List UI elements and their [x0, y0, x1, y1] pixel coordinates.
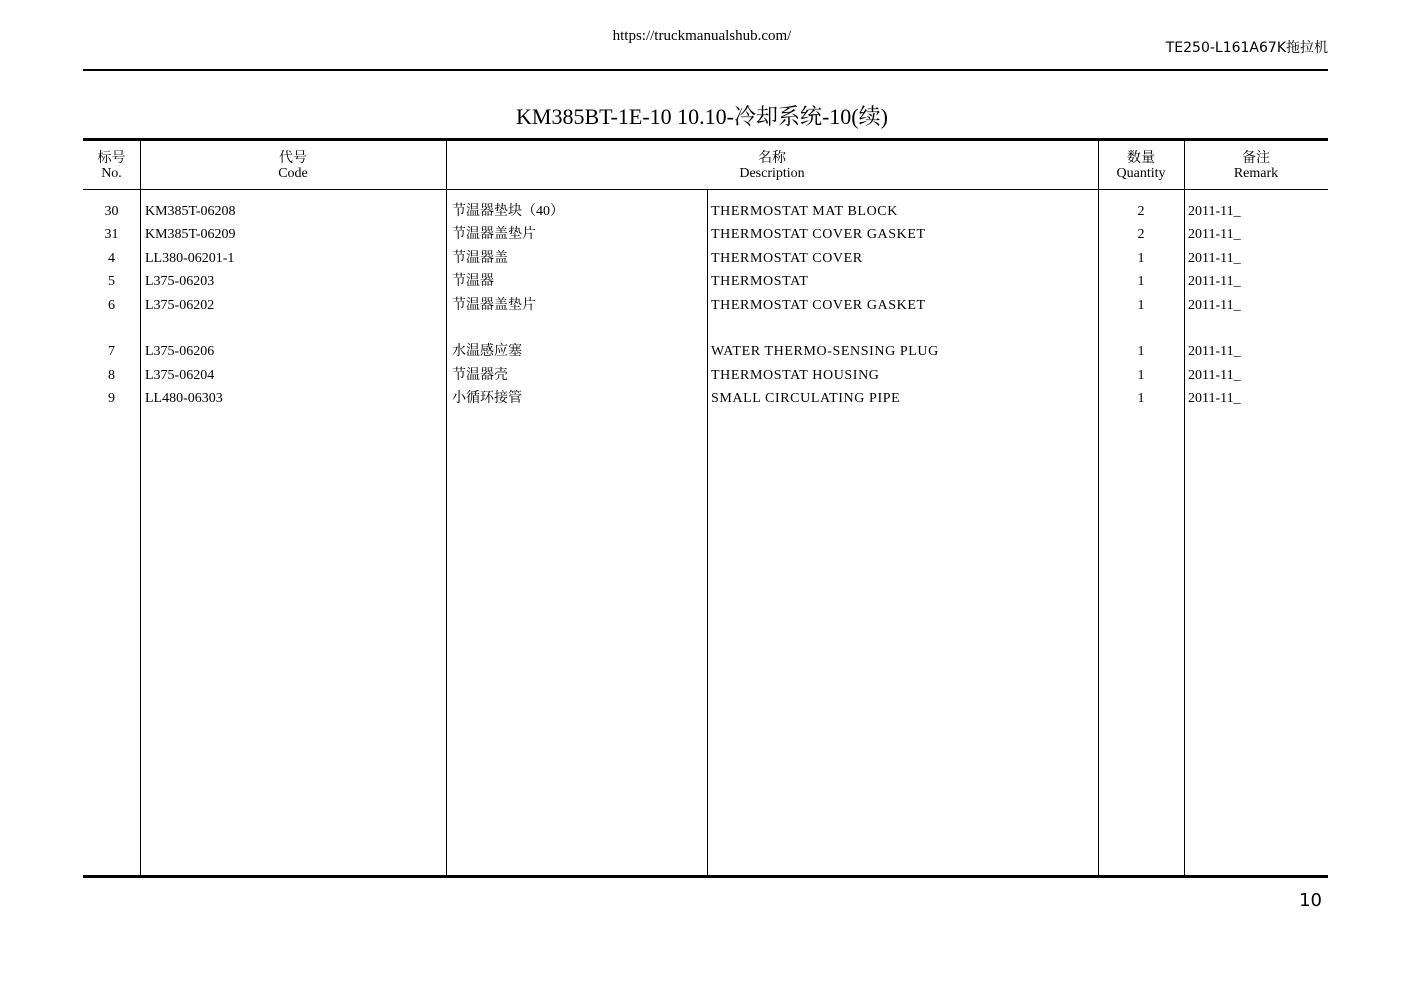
cell-quantity: 1	[1137, 391, 1145, 407]
cell-description-cn: 节温器垫块（40）	[452, 204, 564, 219]
table-row	[83, 343, 1328, 366]
table-row	[83, 390, 1328, 413]
cell-description-en: THERMOSTAT COVER GASKET	[711, 297, 926, 313]
cell-no: 6	[108, 297, 115, 313]
column-header-cn: 备注	[1242, 151, 1270, 166]
cell-code: LL380-06201-1	[145, 250, 235, 266]
cell-quantity: 1	[1137, 250, 1145, 266]
column-header-cn: 标号	[97, 151, 126, 166]
cell-code: KM385T-06209	[145, 227, 236, 243]
cell-quantity: 1	[1137, 344, 1145, 360]
cell-quantity: 1	[1137, 274, 1145, 290]
table-spacer-row	[83, 320, 1328, 343]
cell-quantity: 2	[1137, 227, 1145, 243]
cell-remark: 2011-11_	[1188, 250, 1241, 266]
cell-no: 8	[108, 367, 115, 383]
cell-description-en: THERMOSTAT	[711, 274, 809, 290]
cell-code: L375-06203	[145, 274, 215, 290]
cell-remark: 2011-11_	[1188, 367, 1241, 383]
column-header-cn: 数量	[1127, 151, 1155, 166]
column-header-cn: 名称	[758, 151, 786, 166]
table-row	[83, 203, 1328, 226]
cell-no: 4	[108, 250, 115, 266]
cell-description-en: THERMOSTAT MAT BLOCK	[711, 204, 898, 219]
table-row	[83, 367, 1328, 390]
column-header-en: Remark	[1233, 166, 1279, 181]
cell-no: 7	[108, 344, 115, 360]
cell-remark: 2011-11_	[1188, 227, 1241, 243]
cell-remark: 2011-11_	[1188, 274, 1241, 290]
cell-description-cn: 节温器盖垫片	[452, 297, 536, 313]
document-id: TE250-L161A67K拖拉机	[1165, 40, 1328, 56]
cell-no: 5	[108, 274, 115, 290]
cell-code: LL480-06303	[145, 391, 223, 407]
cell-quantity: 1	[1137, 367, 1145, 383]
cell-quantity: 1	[1137, 297, 1145, 313]
cell-description-en: WATER THERMO-SENSING PLUG	[711, 344, 939, 360]
column-header-description	[446, 151, 1098, 181]
column-header-remark	[1184, 151, 1328, 181]
column-header-cn: 代号	[279, 151, 307, 166]
cell-remark: 2011-11_	[1188, 204, 1241, 219]
table-row	[83, 297, 1328, 320]
cell-description-cn: 节温器盖垫片	[452, 227, 536, 243]
cell-description-cn: 节温器盖	[452, 250, 508, 266]
column-header-en: Description	[739, 166, 805, 181]
cell-code: L375-06204	[145, 367, 215, 383]
parts-table	[83, 138, 1328, 878]
cell-code: KM385T-06208	[145, 204, 236, 219]
column-header-quantity	[1098, 151, 1184, 181]
cell-code: L375-06202	[145, 297, 215, 313]
column-header-no	[83, 151, 140, 181]
column-header-en: No.	[101, 166, 122, 181]
cell-no: 31	[104, 227, 119, 243]
cell-description-cn: 节温器壳	[452, 367, 508, 383]
cell-description-en: THERMOSTAT COVER	[711, 250, 863, 266]
cell-no: 30	[104, 204, 119, 219]
cell-quantity: 2	[1137, 204, 1145, 219]
cell-description-en: SMALL CIRCULATING PIPE	[711, 391, 901, 407]
column-header-en: Code	[278, 166, 308, 181]
cell-no: 9	[108, 391, 115, 407]
cell-remark: 2011-11_	[1188, 344, 1241, 360]
page-number: 10	[1299, 890, 1322, 911]
table-row	[83, 226, 1328, 249]
cell-description-en: THERMOSTAT COVER GASKET	[711, 227, 926, 243]
source-url: https://truckmanualshub.com/	[612, 28, 792, 44]
cell-description-cn: 节温器	[452, 274, 494, 290]
column-header-en: Quantity	[1116, 166, 1166, 181]
table-header-rule	[83, 189, 1328, 190]
table-row	[83, 250, 1328, 273]
cell-description-cn: 小循环接管	[452, 391, 522, 407]
cell-remark: 2011-11_	[1188, 391, 1241, 407]
cell-description-cn: 水温感应塞	[452, 344, 522, 360]
header-rule	[83, 69, 1328, 71]
column-header-code	[140, 151, 446, 181]
page-title: KM385BT-1E-10 10.10-冷却系统-10(续)	[516, 104, 888, 129]
cell-code: L375-06206	[145, 344, 215, 360]
cell-remark: 2011-11_	[1188, 297, 1241, 313]
table-row	[83, 273, 1328, 296]
cell-description-en: THERMOSTAT HOUSING	[711, 367, 880, 383]
table-body	[83, 203, 1328, 414]
